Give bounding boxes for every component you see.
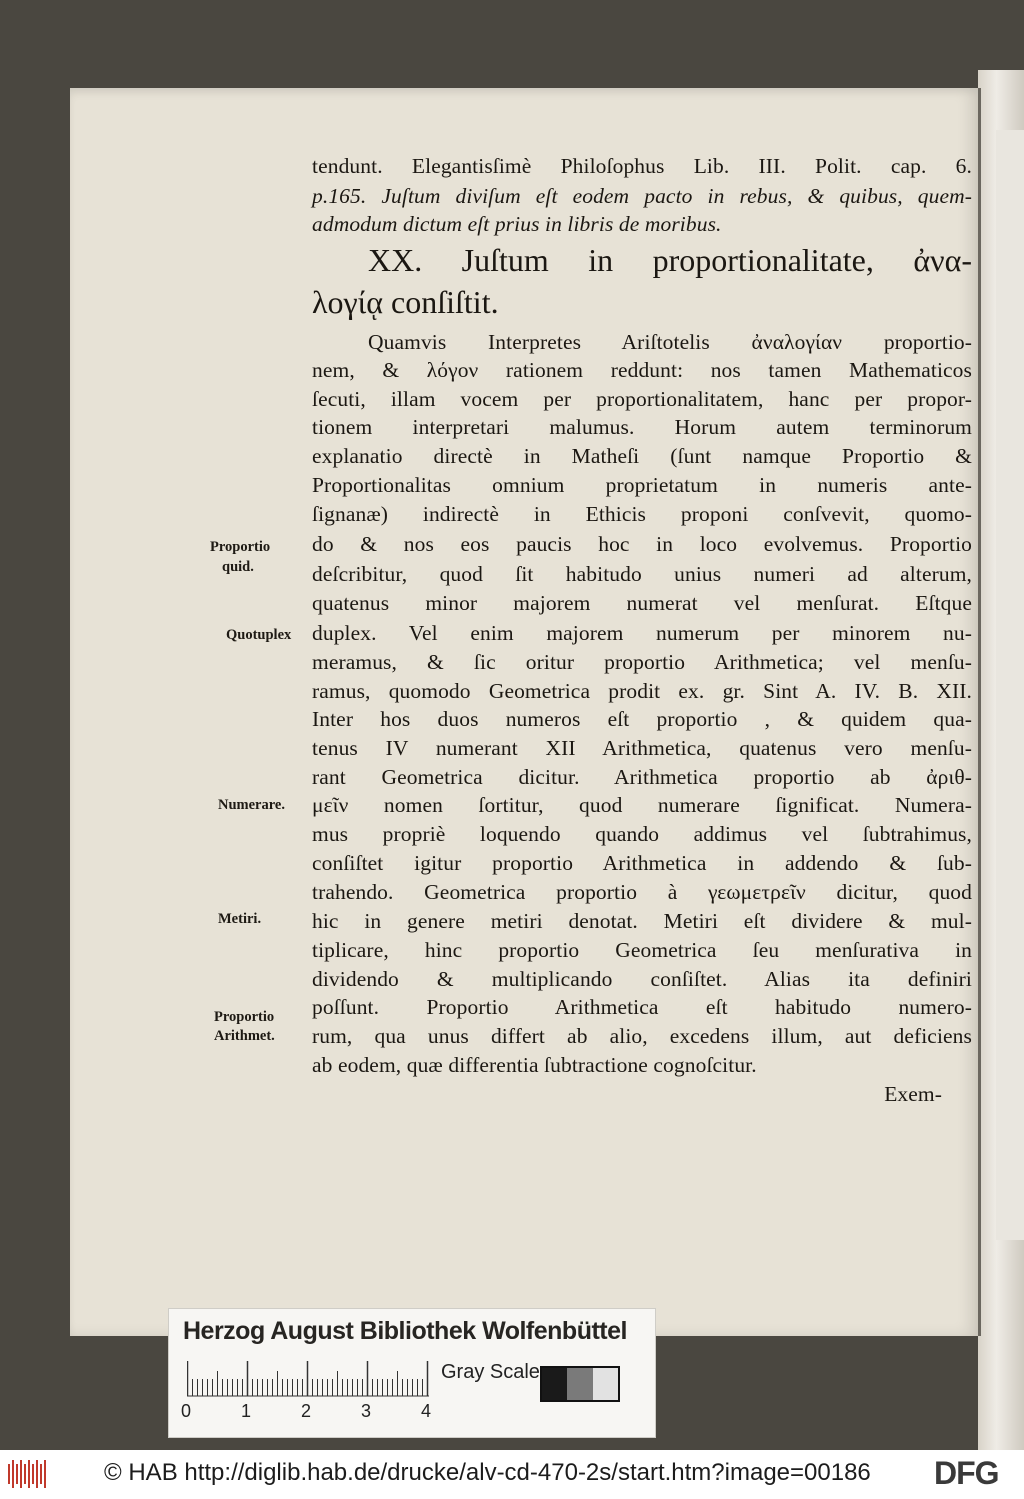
ruler-number: 0 (181, 1401, 192, 1421)
dfg-logo: DFG (934, 1455, 999, 1491)
text-line: ab eodem, quæ differentia ſubtractione cognoſcitur. (312, 1053, 757, 1077)
ruler (187, 1361, 437, 1397)
text-line: deſcribitur, quod ſit habitudo unius numeri ad alterum, (312, 562, 972, 586)
text-line: Proportionalitas omnium proprietatum in numeris ante- (312, 473, 972, 497)
text-line: tionem interpretari malumus. Horum autem terminorum (312, 415, 972, 439)
gray-scale-label: Gray Scale (441, 1361, 540, 1383)
ruler-numbers (181, 1401, 441, 1425)
text-line: mus propriè loquendo quando addimus vel ſubtrahimus, (312, 822, 972, 846)
next-page-edge (996, 130, 1024, 1240)
library-name: Herzog August Bibliothek Wolfenbüttel (183, 1317, 627, 1345)
ruler-number: 4 (421, 1401, 432, 1421)
text-line: dividendo & multiplicando conſiſtet. Alias ita definiri (312, 967, 972, 991)
marginal-note: Proportio (214, 1009, 275, 1025)
text-line: rant Geometrica dicitur. Arithmetica proportio ab ἀριθ- (312, 765, 972, 789)
marginal-note: Metiri. (218, 911, 262, 927)
text-line: ſignanæ) indirectè in Ethicis proponi conſvevit, quomo- (312, 502, 972, 526)
text-line: admodum dictum eſt prius in libris de moribus. (312, 212, 722, 236)
source-link[interactable]: © HAB http://diglib.hab.de/drucke/alv-cd-470-2s/start.htm?image=00186 (104, 1459, 871, 1486)
text-line: poſſunt. Proportio Arithmetica eſt habitudo numero- (312, 995, 972, 1019)
text-line: nem, & λόγον rationem reddunt: nos tamen Mathematicos (312, 358, 972, 382)
text-line: do & nos eos paucis hoc in loco evolvemus. Proportio (312, 532, 972, 556)
section-heading: λογίᾳ conſiſtit. (312, 284, 499, 320)
text-line: conſiſtet igitur proportio Arithmetica in addendo & ſub- (312, 851, 972, 875)
gray-patch-light (593, 1368, 618, 1400)
text-line: Quamvis Interpretes Ariſtotelis ἀναλογίαν proportio- (368, 330, 972, 354)
page-text (312, 0, 972, 1450)
section-heading: XX. Juſtum in proportionalitate, ἀνα- (368, 242, 972, 278)
text-line: ramus, quomodo Geometrica prodit ex. gr. Sint A. IV. B. XII. (312, 679, 972, 703)
viewer-footer (0, 1450, 1024, 1499)
gray-scale-patches (540, 1366, 620, 1402)
marginal-note: Numerare. (218, 797, 285, 813)
text-line: hic in genere metiri denotat. Metiri eſt dividere & mul- (312, 909, 972, 933)
text-line: tiplicare, hinc proportio Geometrica ſeu menſurativa in (312, 938, 972, 962)
ruler-number: 1 (241, 1401, 252, 1421)
text-line: explanatio directè in Matheſi (ſunt namque Proportio & (312, 444, 972, 468)
marginal-note: Arithmet. (214, 1028, 275, 1044)
text-line: tenus IV numerant XII Arithmetica, quatenus vero menſu- (312, 736, 972, 760)
text-line: p.165. Juſtum diviſum eſt eodem pacto in rebus, & quibus, quem- (312, 184, 972, 208)
gray-patch-dark (542, 1368, 567, 1400)
text-line: μεῖν nomen ſortitur, quod numerare ſignificat. Numera- (312, 793, 972, 817)
text-line: rum, qua unus differt ab alio, excedens illum, aut deficiens (312, 1024, 972, 1048)
text-line: meramus, & ſic oritur proportio Arithmetica; vel menſu- (312, 650, 972, 674)
text-line: Inter hos duos numeros eſt proportio , & quidem qua- (312, 707, 972, 731)
gray-patch-mid (567, 1368, 592, 1400)
marginal-note: Quotuplex (226, 627, 292, 643)
scale-target-card (168, 1308, 656, 1438)
marginal-note: quid. (222, 559, 254, 575)
ruler-number: 3 (361, 1401, 372, 1421)
ruler-number: 2 (301, 1401, 312, 1421)
text-line: trahendo. Geometrica proportio à γεωμετρεῖν dicitur, quod (312, 880, 972, 904)
text-line: tendunt. Elegantisſimè Philoſophus Lib. III. Polit. cap. 6. (312, 154, 972, 178)
catchword: Exem- (884, 1082, 942, 1106)
marginal-note: Proportio (210, 539, 271, 555)
text-line: ſecuti, illam vocem per proportionalitatem, hanc per propor- (312, 387, 972, 411)
barcode-icon (8, 1460, 48, 1488)
text-line: duplex. Vel enim majorem numerum per minorem nu- (312, 621, 972, 645)
text-line: quatenus minor majorem numerat vel menſurat. Eſtque (312, 591, 972, 615)
